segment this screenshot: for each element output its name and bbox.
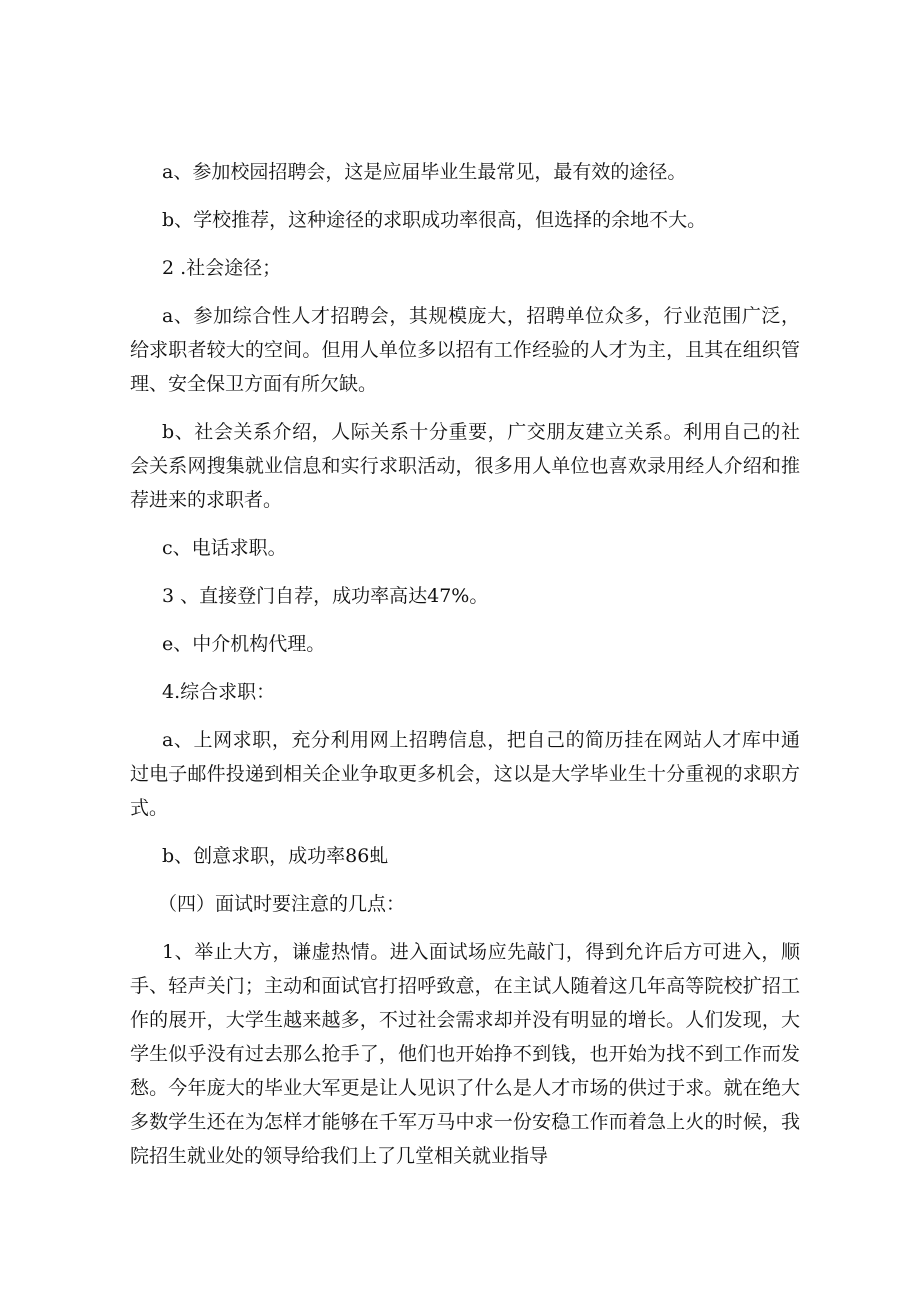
- paragraph-school-recommendation: b、学校推荐，这种途径的求职成功率很高，但选择的余地不大。: [162, 209, 707, 231]
- paragraph-creative-application: b、创意求职，成功率86虬: [162, 845, 389, 867]
- document-body: [130, 155, 800, 1187]
- paragraph-phone-application: c、电话求职。: [162, 537, 287, 559]
- paragraph-self-recommendation: 3 、直接登门自荐，成功率高达47%。: [162, 585, 489, 607]
- heading-comprehensive-application: 4.综合求职：: [162, 681, 276, 703]
- paragraph-campus-recruitment: a、参加校园招聘会，这是应届毕业生最常见，最有效的途径。: [162, 161, 687, 183]
- paragraph-online-application: a、上网求职，充分利用网上招聘信息，把自己的简历挂在网站人才库中通过电子邮件投递到相关企业争取更多机会，这以是大学毕业生十分重视的求职方式。: [130, 729, 800, 819]
- paragraph-interview-manners: 1、举止大方，谦虚热情。进入面试场应先敲门，得到允许后方可进入，顺手、轻声关门；主动和面试官打招呼致意，在主试人随着这几年高等院校扩招工作的展开，大学生越来越多，不过社会需求却并没有明显的增长。人们发现，大学生似乎没有过去那么抢手了，他们也开始挣不到钱，也开始为找不到工作而发愁。今年庞大的毕业大军更是让人见识了什么是人才市场的供过于求。就在绝大多数学生还在为怎样才能够在千军万马中求一份安稳工作而着急上火的时候，我院招生就业处的领导给我们上了几堂相关就业指导: [130, 941, 800, 1167]
- heading-interview-notes: （四）面试时要注意的几点：: [158, 893, 406, 915]
- paragraph-job-fair: a、参加综合性人才招聘会，其规模庞大，招聘单位众多，行业范围广泛，给求职者较大的空间。但用人单位多以招有工作经验的人才为主，且其在组织管理、安全保卫方面有所欠缺。: [130, 305, 800, 395]
- paragraph-social-relations: b、社会关系介绍，人际关系十分重要，广交朋友建立关系。利用自己的社会关系网搜集就业信息和实行求职活动，很多用人单位也喜欢录用经人介绍和推荐进来的求职者。: [130, 421, 800, 511]
- heading-social-channels: 2 .社会途径；: [162, 257, 282, 279]
- paragraph-agency: e、中介机构代理。: [162, 633, 326, 655]
